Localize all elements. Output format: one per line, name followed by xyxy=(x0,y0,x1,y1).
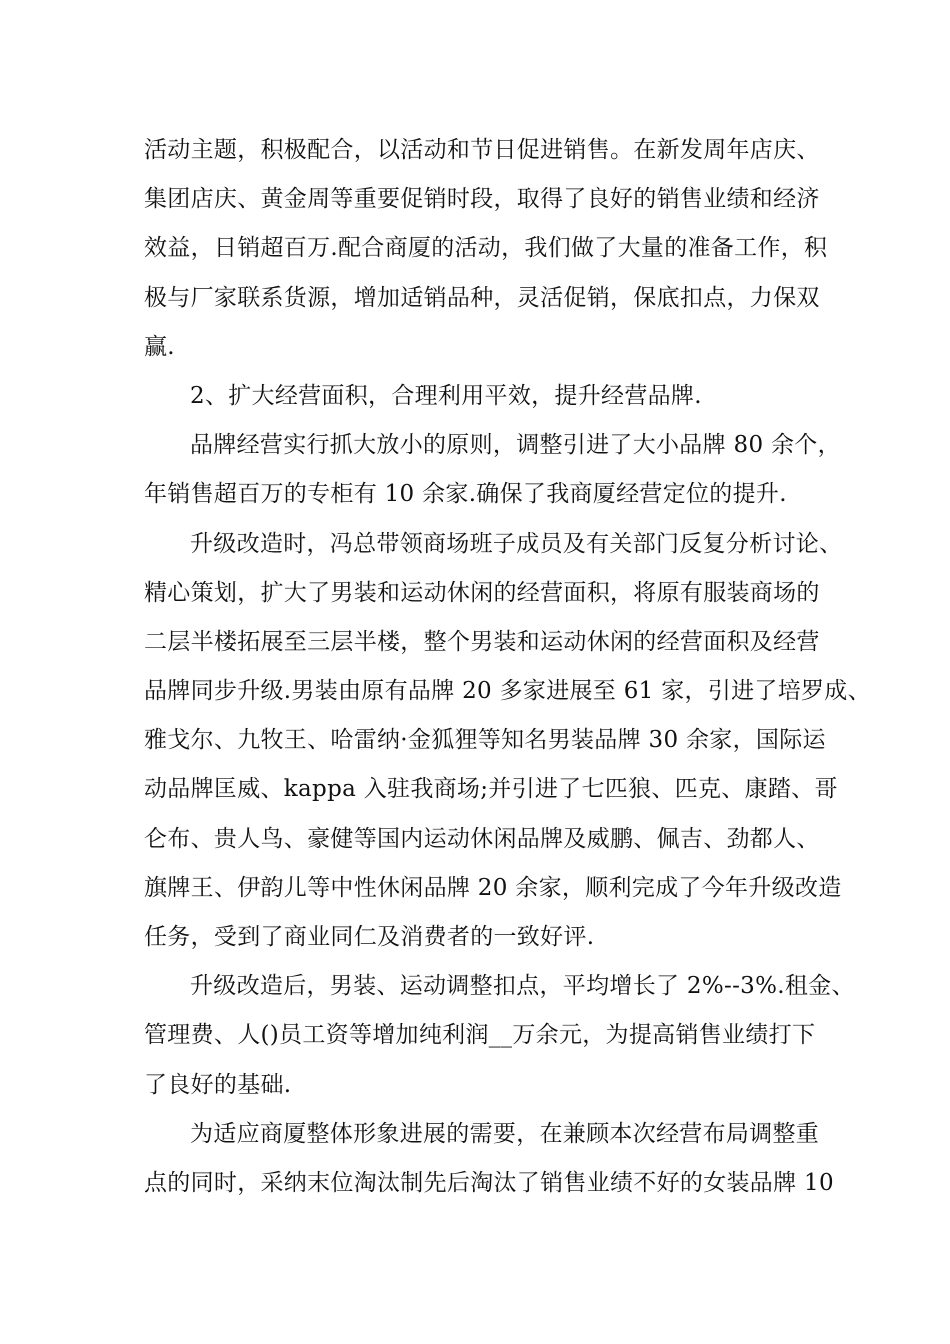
paragraph xyxy=(144,421,841,519)
text-line: 集团店庆、黄金周等重要促销时段，取得了良好的销售业绩和经济 xyxy=(144,186,820,213)
paragraph xyxy=(144,962,855,1110)
text-line: 极与厂家联系货源，增加适销品种，灵活促销，保底扣点，力保双 xyxy=(144,284,820,311)
text-line: 任务，受到了商业同仁及消费者的一致好评. xyxy=(144,924,595,950)
text-line: 二层半楼拓展至三层半楼，整个男装和运动休闲的经营面积及经营 xyxy=(144,628,820,655)
text-line: 精心策划，扩大了男装和运动休闲的经营面积，将原有服装商场的 xyxy=(144,579,820,606)
text-line: 仑布、贵人鸟、豪健等国内运动休闲品牌及威鹏、佩吉、劲都人、 xyxy=(144,825,820,852)
text-line: 2、扩大经营面积，合理利用平效，提升经营品牌. xyxy=(190,382,702,409)
text-line: 效益，日销超百万.配合商厦的活动，我们做了大量的准备工作，积 xyxy=(144,235,828,262)
text-line: 品牌经营实行抓大放小的原则，调整引进了大小品牌 80 余个， xyxy=(190,432,841,459)
text-line: 雅戈尔、九牧王、哈雷纳·金狐狸等知名男装品牌 30 余家，国际运 xyxy=(144,727,826,754)
text-line: 活动主题，积极配合，以活动和节日促进销售。在新发周年店庆、 xyxy=(144,137,820,163)
paragraph xyxy=(144,126,828,372)
paragraph xyxy=(144,1110,834,1208)
text-line: 旗牌王、伊韵儿等中性休闲品牌 20 余家，顺利完成了今年升级改造 xyxy=(144,874,842,901)
text-line: 了良好的基础. xyxy=(144,1071,292,1098)
text-line: 年销售超百万的专柜有 10 余家.确保了我商厦经营定位的提升. xyxy=(144,481,787,508)
text-line: 为适应商厦整体形象进展的需要，在兼顾本次经营布局调整重 xyxy=(190,1120,820,1147)
document-body xyxy=(144,126,871,1208)
text-line: 管理费、人()员工资等增加纯利润__万余元，为提高销售业绩打下 xyxy=(144,1022,816,1049)
text-line: 赢. xyxy=(144,333,175,360)
text-line: 品牌同步升级.男装由原有品牌 20 多家进展至 61 家，引进了培罗成、 xyxy=(144,678,871,705)
text-line: 升级改造时，冯总带领商场班子成员及有关部门反复分析讨论、 xyxy=(190,530,843,557)
text-line: 动品牌匡威、kappa 入驻我商场;并引进了七匹狼、匹克、康踏、哥 xyxy=(144,776,838,803)
paragraph xyxy=(144,372,812,421)
paragraph xyxy=(144,520,871,963)
text-line: 点的同时，采纳末位淘汰制先后淘汰了销售业绩不好的女装品牌 10 xyxy=(144,1169,834,1196)
text-line: 升级改造后，男装、运动调整扣点，平均增长了 2%--3%.租金、 xyxy=(190,973,855,1000)
